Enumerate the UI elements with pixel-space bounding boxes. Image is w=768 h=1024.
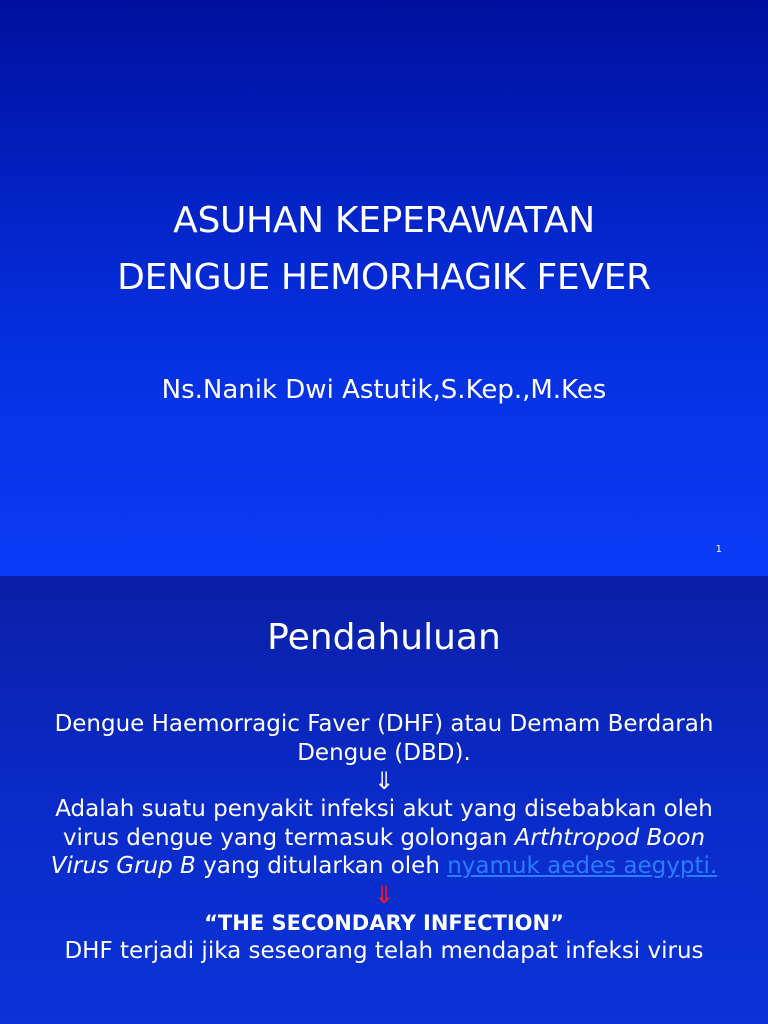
slide-body (44, 710, 724, 966)
paragraph-dhf-definition: Dengue Haemorragic Faver (DHF) atau Demam Berdarah Dengue (DBD). (54, 711, 714, 766)
slide-2 (0, 576, 768, 1024)
title-line-2: DENGUE HEMORHAGIK FEVER (117, 257, 651, 298)
red-down-arrow-icon: ⇓ (373, 880, 395, 909)
secondary-infection-heading: “THE SECONDARY INFECTION” (204, 910, 564, 935)
mosquito-link[interactable]: nyamuk aedes aegypti. (447, 853, 718, 879)
page-number: 1 (715, 544, 722, 555)
description-text-2: yang ditularkan oleh (195, 853, 448, 879)
description-text-1: Adalah suatu penyakit infeksi akut yang disebabkan oleh virus dengue yang termasuk golongan (55, 796, 713, 851)
paragraph-dhf-occurrence: DHF terjadi jika seseorang telah mendapat infeksi virus (64, 938, 704, 964)
paragraph-disease-description (44, 795, 724, 881)
title-line-1: ASUHAN KEPERAWATAN (173, 200, 595, 241)
author-name: Ns.Nanik Dwi Astutik,S.Kep.,M.Kes (161, 375, 607, 405)
down-arrow-icon: ⇓ (373, 767, 395, 795)
slide-title (0, 192, 768, 306)
slide-heading: Pendahuluan (267, 617, 501, 658)
description-italic: Arthtropod Boon Virus Grup B (50, 824, 706, 879)
